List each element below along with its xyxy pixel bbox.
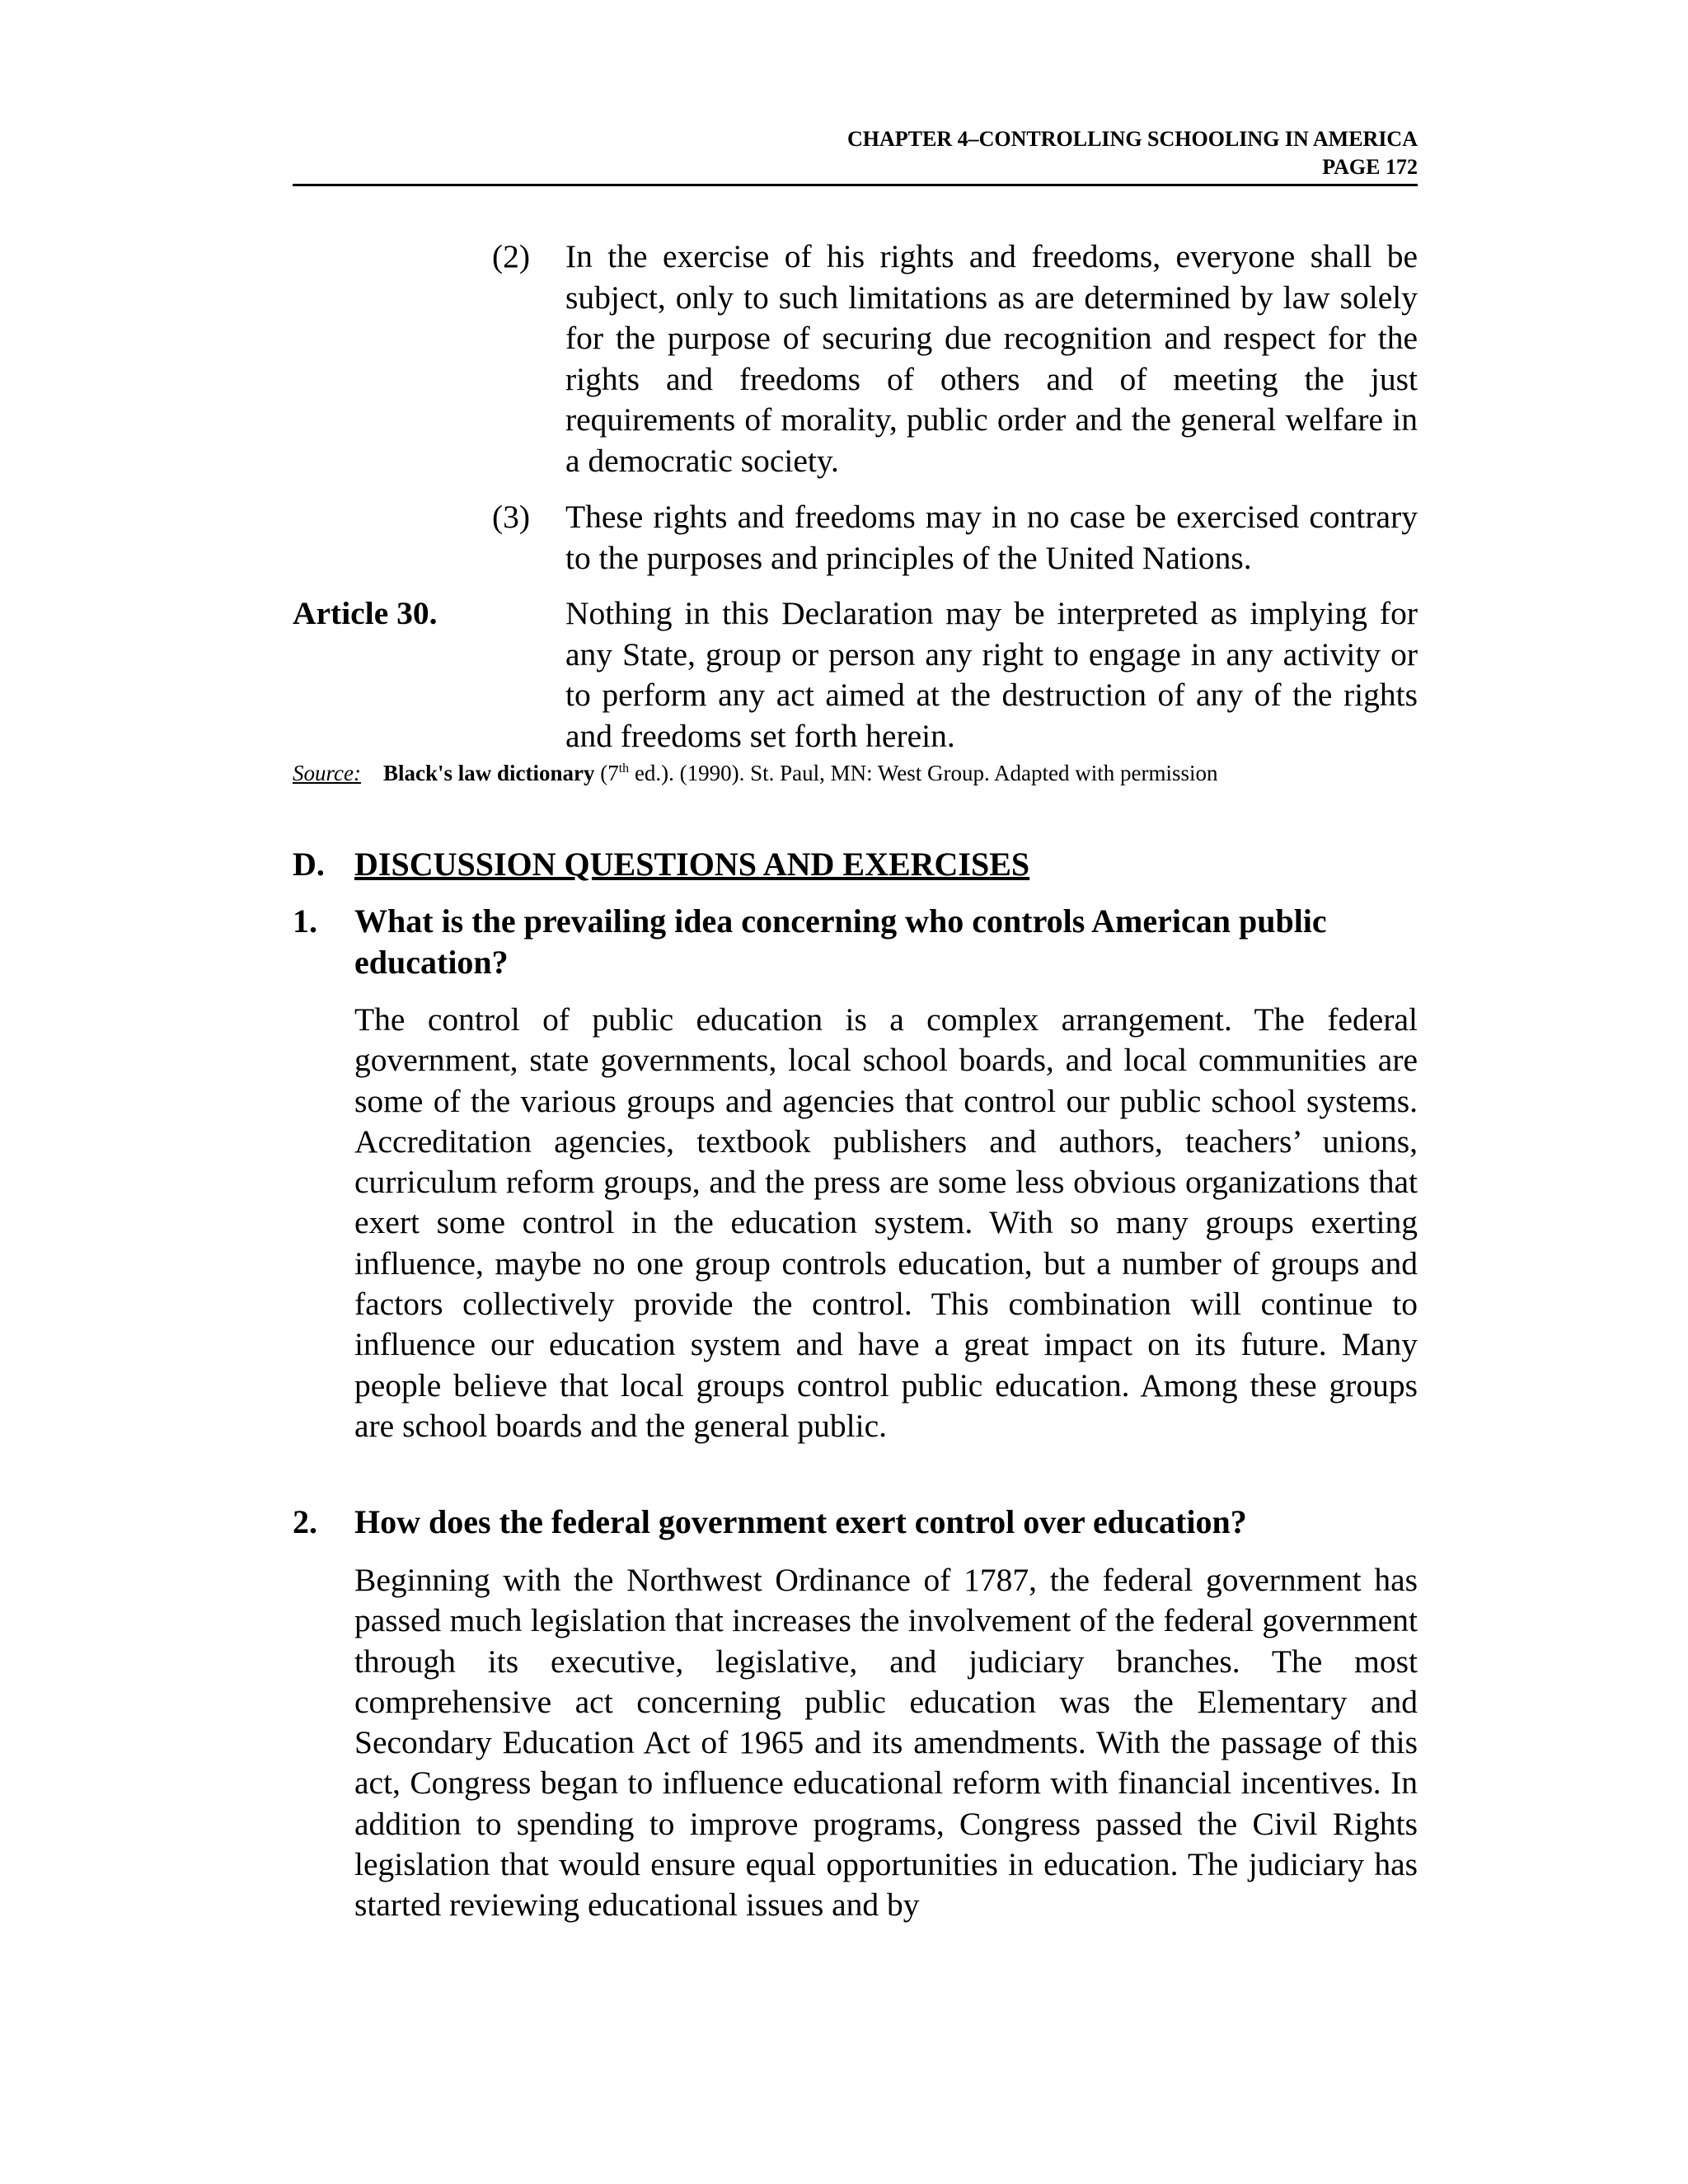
- article-29-item-2-text: In the exercise of his rights and freedoms, everyone shall be subject, only to such limitations as are determined by law solely for the purpose of securing due recognition and respect for the rights and freedoms of others and of meeting the just requirements of morality, public order and the general welfare in a democratic society.: [565, 238, 1418, 479]
- section-letter: D.: [293, 846, 325, 883]
- source-edition-sup: th: [618, 762, 630, 776]
- source-label: Source:: [293, 761, 361, 785]
- section-title: DISCUSSION QUESTIONS AND EXERCISES: [354, 846, 1030, 883]
- source-rest: ed.). (1990). St. Paul, MN: West Group. Adapted with permission: [629, 761, 1218, 785]
- page-number: PAGE 172: [1322, 155, 1418, 179]
- article-30-label: Article 30.: [293, 595, 438, 631]
- item-number-2: (2): [492, 238, 531, 274]
- answer-2-text: Beginning with the Northwest Ordinance of 1787, the federal government has passed much legislation that increases the involvement of the federal government through its executive, legislative, and judiciary branches. The most comprehensive act concerning public education was the Elementary and Secondary Education Act of 1965 and its amendments. With the passage of this act, Congress began to influence educational reform with financial incentives. In addition to spending to improve programs, Congress passed the Civil Rights legislation that would ensure equal opportunities in education. The judiciary has started reviewing educational issues and by: [354, 1562, 1418, 1924]
- question-1-text: What is the prevailing idea concerning who controls American public education?: [354, 902, 1327, 981]
- chapter-title: CHAPTER 4–CONTROLLING SCHOOLING IN AMERICA: [847, 127, 1418, 151]
- running-header: [293, 125, 1418, 181]
- answer-1-text: The control of public education is a complex arrangement. The federal government, state governments, local school boards, and local communities are some of the various groups and agencies that control our public school systems. Accreditation agencies, textbook publishers and authors, teachers’ unions, curriculum reform groups, and the press are some less obvious organizations that exert some control in the education system. With so many groups exerting influence, maybe no one group controls education, but a number of groups and factors collectively provide the control. This combination will continue to influence our education system and have a great impact on its future. Many people believe that local groups control public education. Among these groups are school boards and the general public.: [354, 1001, 1418, 1444]
- question-number-2: 2.: [293, 1503, 317, 1540]
- header-divider: [293, 184, 1418, 186]
- article-30-text: Nothing in this Declaration may be interpreted as implying for any State, group or person any right to engage in any activity or to perform any act aimed at the destruction of any of the rights and freedoms set forth herein.: [565, 595, 1418, 754]
- item-number-3: (3): [492, 499, 531, 535]
- question-number-1: 1.: [293, 902, 317, 940]
- source-edition-open: (7: [594, 761, 619, 785]
- source-citation: [293, 758, 1217, 788]
- source-title: Black's law dictionary: [382, 761, 595, 785]
- question-2-text: How does the federal government exert control over education?: [354, 1503, 1247, 1540]
- article-29-item-3-text: These rights and freedoms may in no case be exercised contrary to the purposes and principles of the United Nations.: [565, 499, 1418, 576]
